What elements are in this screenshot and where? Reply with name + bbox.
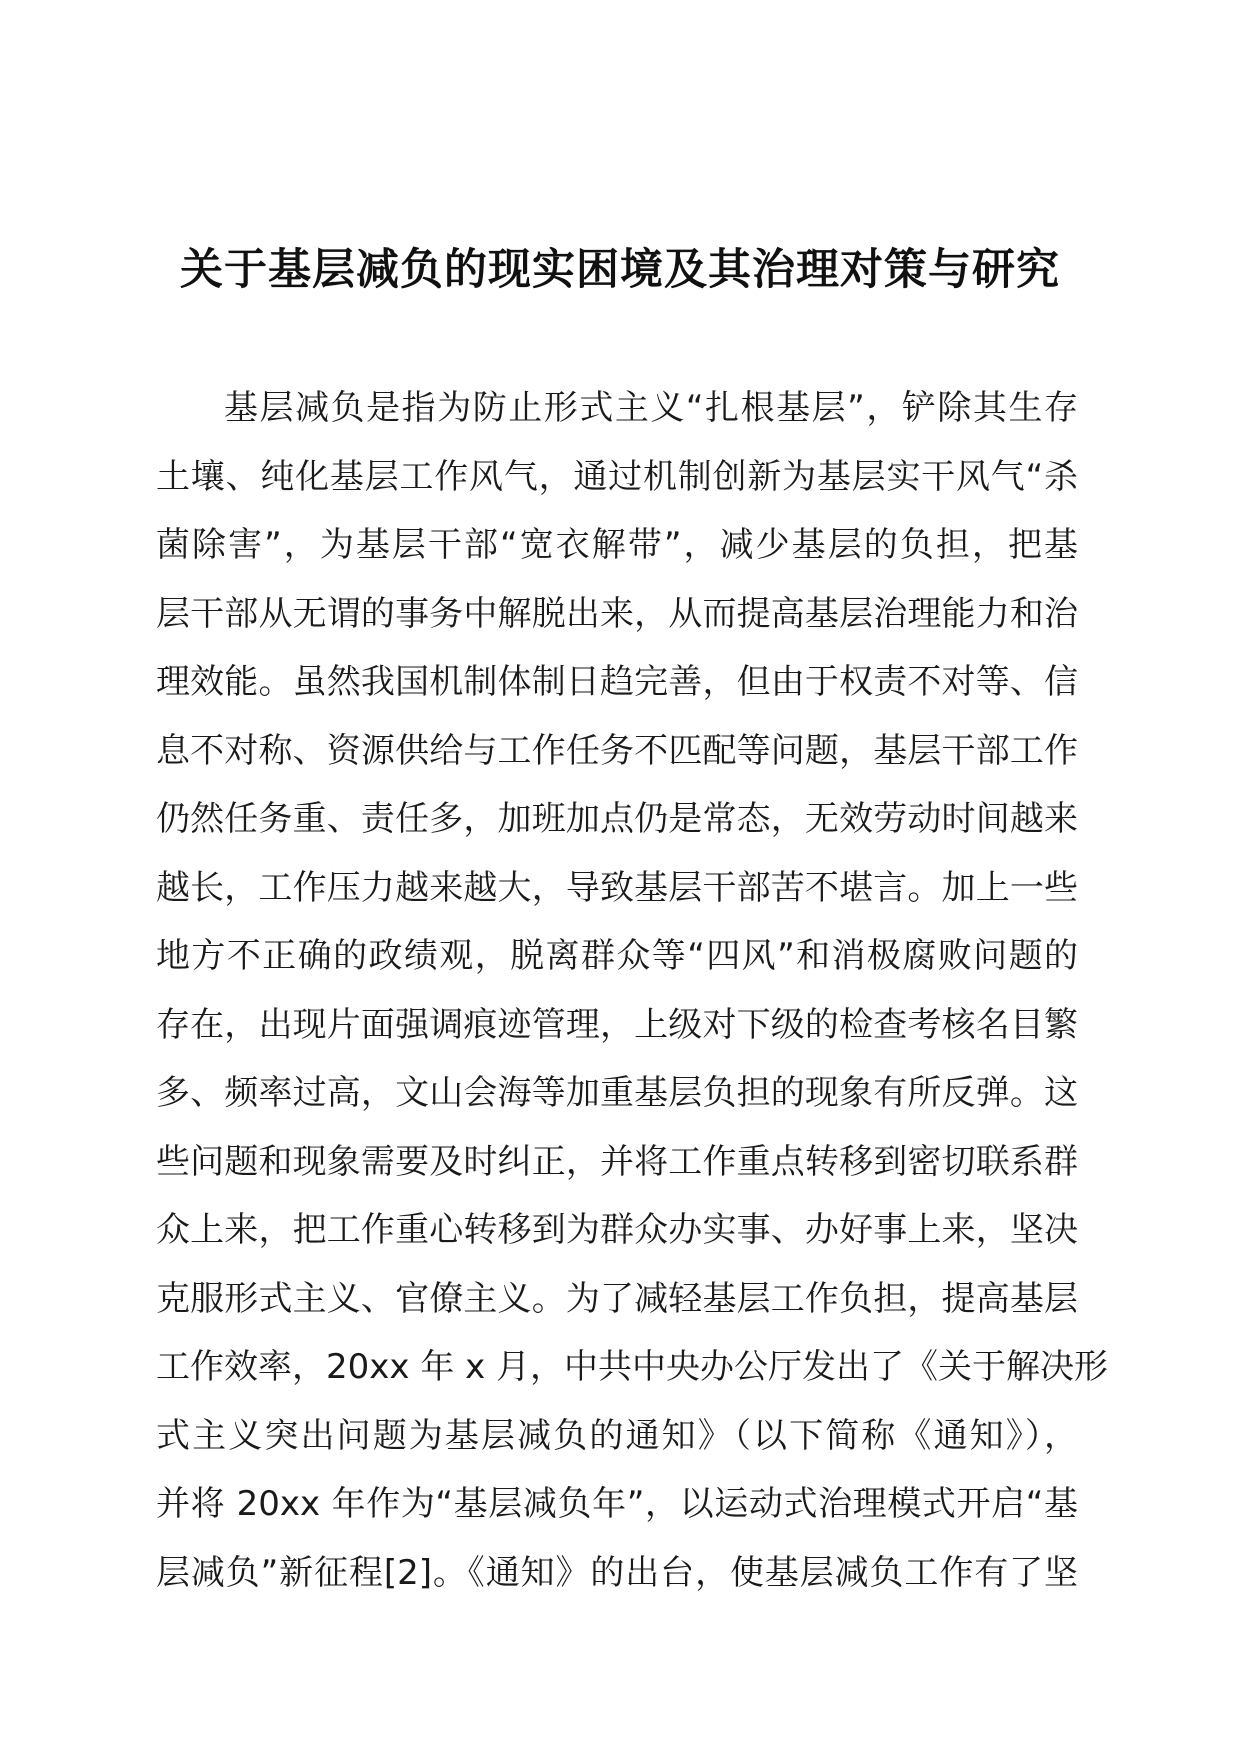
document-title: 关于基层减负的现实困境及其治理对策与研究 [180,245,1060,295]
body-line: 存在，出现片面强调痕迹管理，上级对下级的检查考核名目繁 [156,1004,1078,1045]
body-line: 克服形式主义、官僚主义。为了减轻基层工作负担，提高基层 [156,1278,1078,1319]
body-line: 层减负”新征程[2]。《通知》的出台，使基层减负工作有了坚 [156,1552,1078,1593]
body-line: 并将 20xx 年作为“基层减负年”，以运动式治理模式开启“基 [156,1484,1078,1524]
body-line: 基层减负是指为防止形式主义“扎根基层”，铲除其生存 [224,388,1078,428]
body-line: 层干部从无谓的事务中解脱出来，从而提高基层治理能力和治 [156,593,1078,634]
body-paragraph [156,374,1109,1607]
body-line: 息不对称、资源供给与工作任务不匹配等问题，基层干部工作 [156,730,1078,771]
body-line: 土壤、纯化基层工作风气，通过机制创新为基层实干风气“杀 [156,456,1078,497]
body-line: 越长，工作压力越来越大，导致基层干部苦不堪言。加上一些 [156,867,1078,908]
body-line: 地方不正确的政绩观，脱离群众等“四风”和消极腐败问题的 [156,936,1078,976]
body-line: 菌除害”，为基层干部“宽衣解带”，减少基层的负担，把基 [156,525,1078,565]
body-line: 多、频率过高，文山会海等加重基层负担的现象有所反弹。这 [156,1073,1078,1113]
body-line: 理效能。虽然我国机制体制日趋完善，但由于权责不对等、信 [156,662,1078,702]
body-line: 众上来，把工作重心转移到为群众办实事、办好事上来，坚决 [156,1210,1078,1250]
body-line: 些问题和现象需要及时纠正，并将工作重点转移到密切联系群 [156,1141,1078,1182]
body-line: 仍然任务重、责任多，加班加点仍是常态，无效劳动时间越来 [156,799,1078,839]
body-line: 工作效率，20xx 年 x 月，中共中央办公厅发出了《关于解决形 [156,1347,1109,1387]
body-line: 式主义突出问题为基层减负的通知》（以下简称《通知》）， [156,1415,1078,1456]
